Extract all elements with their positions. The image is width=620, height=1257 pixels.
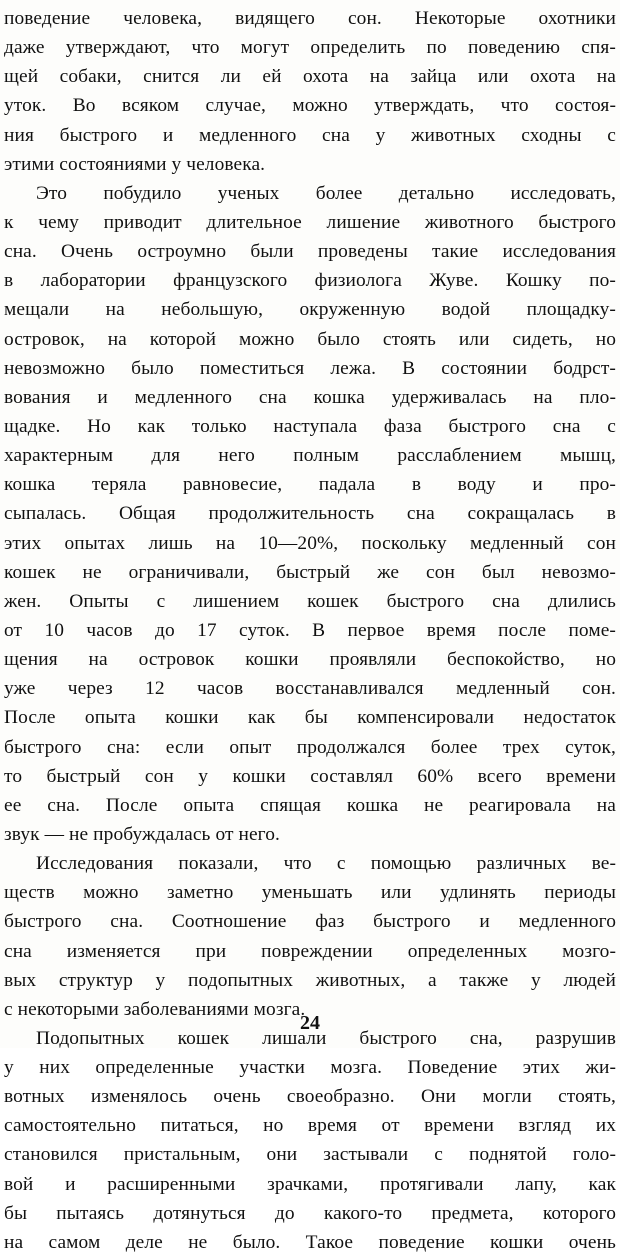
text-line: к чему приводит длительное лишение животного быстрого	[4, 211, 616, 233]
text-line: то быстрый сон у кошки составлял 60% всего времени	[4, 765, 616, 787]
text-line: сыпалась. Общая продолжительность сна сокращалась в	[4, 503, 616, 525]
text-line: бы пытаясь дотянуться до какого-то предмета, которого	[4, 1202, 616, 1224]
text-line: уже через 12 часов восстанавливался медленный сон.	[4, 678, 616, 700]
text-line: Исследования показали, что с помощью различных ве-	[36, 853, 616, 875]
text-line: ния быстрого и медленного сна у животных сходны с	[4, 124, 616, 146]
text-line: ществ можно заметно уменьшать или удлинять периоды	[4, 882, 616, 904]
text-line: становился пристальным, они застывали с поднятой голо-	[4, 1144, 616, 1166]
text-line: характерным для него полным расслаблением мышц,	[4, 445, 616, 467]
text-line: этими состояниями у человека.	[4, 153, 266, 175]
text-line: быстрого сна: если опыт продолжался более трех суток,	[4, 736, 616, 758]
text-line: поведение человека, видящего сон. Некоторые охотники	[4, 8, 616, 29]
text-line: мещали на небольшую, окруженную водой площадку-	[4, 299, 616, 321]
text-line: этих опытах лишь на 10—20%, поскольку медленный сон	[4, 532, 616, 554]
text-line: жен. Опыты с лишением кошек быстрого сна длились	[4, 590, 616, 612]
text-line: щения на островок кошки проявляли беспокойство, но	[4, 649, 616, 671]
text-line: сна изменяется при повреждении определенных мозго-	[4, 940, 616, 962]
text-line: от 10 часов до 17 суток. В первое время после поме-	[4, 619, 616, 641]
text-line: вой и расширенными зрачками, протягивали лапу, как	[4, 1173, 616, 1195]
text-line: невозможно было поместиться лежа. В состоянии бодрст-	[4, 357, 616, 379]
text-line: После опыта кошки как бы компенсировали недостаток	[4, 707, 616, 729]
text-line: звук — не пробуждалась от него.	[4, 823, 280, 845]
text-line: кошек не ограничивали, быстрый же сон был невозмо-	[4, 561, 616, 583]
text-line: у них определенные участки мозга. Поведение этих жи-	[4, 1057, 616, 1079]
text-line: на самом деле не было. Такое поведение кошки очень	[4, 1231, 616, 1253]
text-line: самостоятельно питаться, но время от времени взгляд их	[4, 1115, 616, 1137]
text-line: вотных изменялось очень своеобразно. Они могли стоять,	[4, 1086, 616, 1108]
text-line: Это побудило ученых более детально исследовать,	[36, 182, 616, 204]
text-line: быстрого сна. Соотношение фаз быстрого и медленного	[4, 911, 616, 933]
text-line: вых структур у подопытных животных, а также у людей	[4, 969, 616, 991]
text-line: Подопытных кошек лишали быстрого сна, разрушив	[36, 1027, 616, 1049]
text-line: кошка теряла равновесие, падала в воду и про-	[4, 474, 616, 496]
text-line: вования и медленного сна кошка удерживалась на пло-	[4, 386, 616, 408]
body-text	[4, 4, 616, 1257]
text-line: сна. Очень остроумно были проведены такие исследования	[4, 241, 616, 263]
text-line: в лаборатории французского физиолога Жуве. Кошку по-	[4, 270, 616, 292]
text-line: ее сна. После опыта спящая кошка не реагировала на	[4, 794, 616, 816]
text-line: щей собаки, снится ли ей охота на зайца или охота на	[4, 66, 616, 88]
page-number: 24	[300, 1012, 320, 1034]
text-line: щадке. Но как только наступала фаза быстрого сна с	[4, 415, 616, 437]
text-line: даже утверждают, что могут определить по поведению спя-	[4, 37, 616, 59]
text-line: уток. Во всяком случае, можно утверждать, что состоя-	[4, 95, 616, 117]
text-line: островок, на которой можно было стоять или сидеть, но	[4, 328, 616, 350]
text-line: с некоторыми заболеваниями мозга.	[4, 998, 306, 1020]
